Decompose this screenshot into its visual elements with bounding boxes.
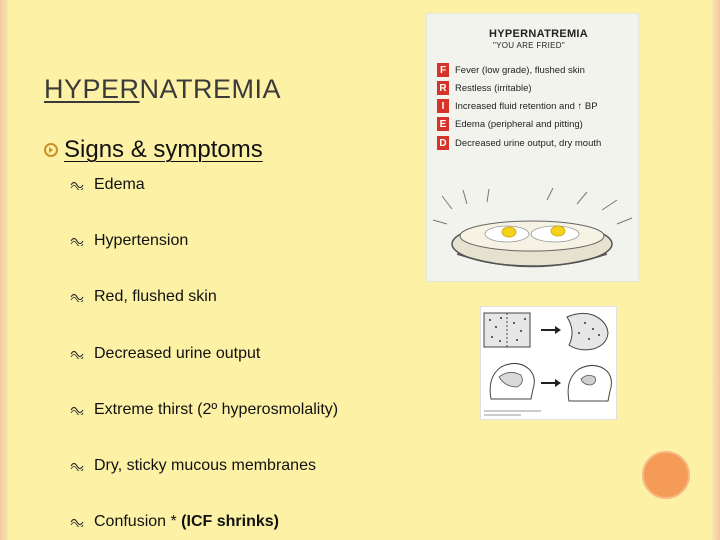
swirl-bullet-icon: [70, 405, 84, 415]
swirl-bullet-icon: [70, 517, 84, 527]
item-bold-text: (ICF shrinks): [181, 513, 279, 530]
title-rest: NATREMIA: [139, 74, 282, 104]
swirl-bullet-icon: [70, 349, 84, 359]
mnemonic-letter: E: [437, 117, 449, 131]
slide-border-left: [0, 0, 8, 540]
cell-brain-diagram: [480, 306, 617, 420]
mnemonic-row: [437, 117, 583, 131]
mnemonic-row: [437, 99, 598, 113]
item-text: Edema: [94, 176, 145, 193]
list-item: [70, 345, 260, 363]
mnemonic-row: [437, 81, 532, 95]
mnemonic-text: Fever (low grade), flushed skin: [455, 64, 585, 76]
cell-shrink-illustration: [481, 307, 616, 419]
mnemonic-text: Edema (peripheral and pitting): [455, 118, 583, 130]
list-item: [70, 232, 188, 250]
decorative-circle: [642, 451, 690, 499]
mnemonic-row: [437, 136, 601, 150]
item-text: Confusion *: [94, 513, 182, 530]
slide-border-right: [712, 0, 720, 540]
mnemonic-text: Decreased urine output, dry mouth: [455, 137, 602, 149]
item-text: Decreased urine output: [94, 345, 261, 362]
mnemonic-row: [437, 63, 585, 77]
mnemonic-image: [426, 13, 639, 282]
swirl-bullet-icon: [70, 236, 84, 246]
mnemonic-title: HYPERNATREMIA: [489, 28, 589, 40]
list-item: [70, 457, 316, 475]
mnemonic-letter: I: [437, 99, 449, 113]
mnemonic-text: Increased fluid retention and ↑ BP: [455, 100, 598, 112]
swirl-bullet-icon: [70, 461, 84, 471]
item-text: Red, flushed skin: [94, 288, 217, 305]
fried-egg-pan-illustration: [427, 184, 638, 281]
swirl-bullet-icon: [70, 292, 84, 302]
item-text: Dry, sticky mucous membranes: [94, 457, 316, 474]
swirl-bullet-icon: [70, 180, 84, 190]
heading-text: Signs & symptoms: [64, 136, 263, 163]
circle-arrow-icon: [44, 143, 58, 157]
mnemonic-text: Restless (irritable): [455, 82, 532, 94]
mnemonic-letter: R: [437, 81, 449, 95]
list-item: [70, 288, 217, 306]
mnemonic-letter: F: [437, 63, 449, 77]
list-item: [70, 176, 145, 194]
mnemonic-subtitle: "YOU ARE FRIED": [493, 41, 565, 50]
mnemonic-letter: D: [437, 136, 449, 150]
slide-title: [44, 74, 281, 105]
item-text: Hypertension: [94, 232, 189, 249]
list-item: [70, 513, 279, 531]
list-item: [70, 401, 338, 419]
heading-row: [44, 136, 263, 164]
title-underlined-part: HYPER: [44, 74, 140, 104]
item-text: Extreme thirst (2º hyperosmolality): [94, 401, 339, 418]
